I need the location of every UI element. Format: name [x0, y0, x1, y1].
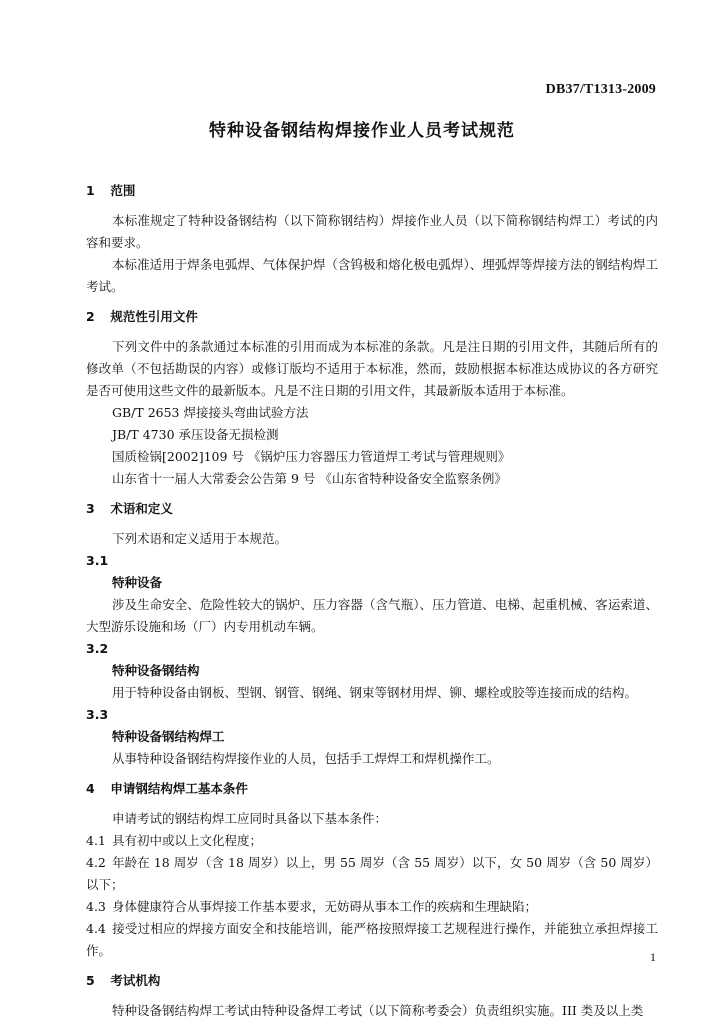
section-2: [86, 306, 658, 490]
term-number: 3.2: [86, 641, 109, 656]
document-title: 特种设备钢结构焊接作业人员考试规范: [209, 121, 515, 141]
section-1: [86, 180, 658, 298]
term-definition: 涉及生命安全、危险性较大的锅炉、压力容器（含气瓶）、压力管道、电梯、起重机械、客运索道、大型游乐设施和场（厂）内专用机动车辆。: [86, 597, 658, 634]
paragraph: 本标准适用于焊条电弧焊、气体保护焊（含钨极和熔化极电弧焊）、埋弧焊等焊接方法的钢结构焊工考试。: [86, 257, 658, 294]
section-4: [86, 778, 658, 962]
reference-item: 国质检锅[2002]109 号 《锅炉压力容器压力管道焊工考试与管理规则》: [112, 449, 511, 464]
paragraph: 本标准规定了特种设备钢结构（以下简称钢结构）焊接作业人员（以下简称钢结构焊工）考试的内容和要求。: [86, 213, 658, 250]
document-body: [86, 180, 658, 1022]
reference-item: 山东省十一届人大常委会公告第 9 号 《山东省特种设备安全监察条例》: [112, 471, 507, 486]
paragraph: 下列术语和定义适用于本规范。: [112, 531, 288, 546]
paragraph: 申请考试的钢结构焊工应同时具备以下基本条件：: [112, 811, 388, 826]
section-heading: 3 术语和定义: [86, 501, 173, 516]
section-5: [86, 970, 658, 1022]
term-definition: 从事特种设备钢结构焊接作业的人员，包括手工焊焊工和焊机操作工。: [112, 751, 500, 766]
list-item: 4.1 具有初中或以上文化程度；: [86, 833, 263, 848]
section-heading: 1 范围: [86, 183, 136, 198]
list-item: 4.3 身体健康符合从事焊接工作基本要求，无妨碍从事本工作的疾病和生理缺陷；: [86, 899, 538, 914]
term-definition: 用于特种设备由钢板、型钢、钢管、钢绳、钢束等钢材用焊、铆、螺栓或胶等连接而成的结构。: [112, 685, 638, 700]
list-item: 4.4 接受过相应的焊接方面安全和技能培训，能严格按照焊接工艺规程进行操作，并能独立承担焊接工作。: [86, 921, 658, 958]
term-name: 特种设备钢结构焊工: [112, 729, 225, 744]
standard-number: DB37/T1313-2009: [545, 82, 656, 97]
term-name: 特种设备钢结构: [112, 663, 200, 678]
term-number: 3.1: [86, 553, 109, 568]
reference-item: GB/T 2653 焊接接头弯曲试验方法: [112, 405, 309, 420]
reference-item: JB/T 4730 承压设备无损检测: [112, 427, 279, 442]
term-name: 特种设备: [112, 575, 163, 590]
paragraph: 下列文件中的条款通过本标准的引用而成为本标准的条款。凡是注日期的引用文件，其随后所有的修改单（不包括勘误的内容）或修订版均不适用于本标准，然而，鼓励根据本标准达成协议的各方研究是否可使用这些文件的最新版本。凡是不注日期的引用文件，其最新版本适用于本标准。: [86, 339, 658, 398]
term-number: 3.3: [86, 707, 109, 722]
section-heading: 4 申请钢结构焊工基本条件: [86, 781, 248, 796]
page-number: 1: [650, 950, 656, 964]
section-heading: 2 规范性引用文件: [86, 309, 198, 324]
section-3: [86, 498, 658, 770]
section-heading: 5 考试机构: [86, 973, 161, 988]
list-item: 4.2 年龄在 18 周岁（含 18 周岁）以上，男 55 周岁（含 55 周岁）以下，女 50 周岁（含 50 周岁）以下；: [86, 855, 658, 892]
paragraph: 特种设备钢结构焊工考试由特种设备焊工考试（以下简称考委会）负责组织实施。III 类及以上类: [112, 1003, 644, 1018]
